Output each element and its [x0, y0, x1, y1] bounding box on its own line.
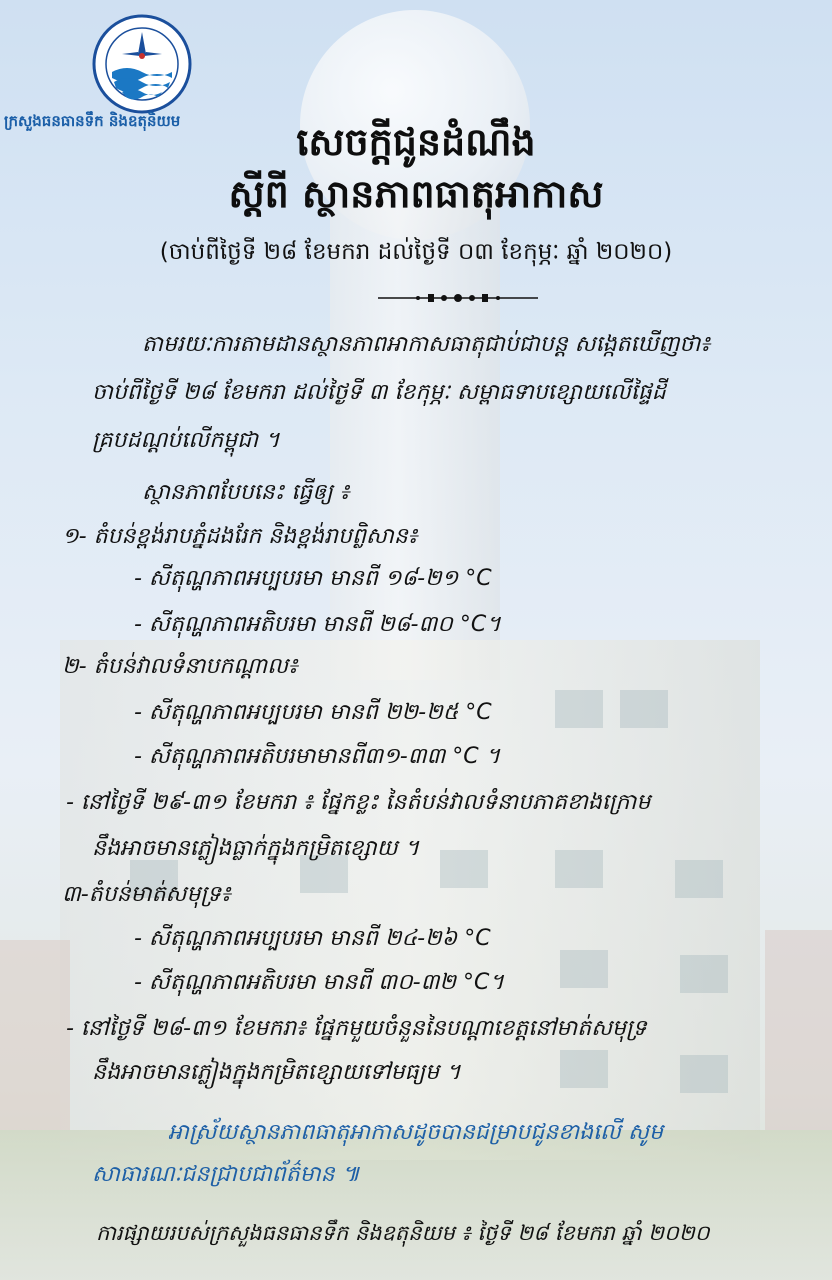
region-3-min-temp: - សីតុណ្ហភាពអប្បបរមា មានពី ២៤-២៦ °C: [134, 926, 491, 951]
intro-line-2: ចាប់ពីថ្ងៃទី ២៨ ខែមករា ដល់ថ្ងៃទី ៣ ខែកុម្ភៈ សម្ពាធទាបខ្សោយលើផ្ទៃដី: [92, 380, 666, 405]
region-2-max-temp: - សីតុណ្ហភាពអតិបរមាមានពី៣១-៣៣ °C ។: [134, 744, 501, 769]
notice-period: (ចាប់ពីថ្ងៃទី ២៨ ខែមករា ដល់ថ្ងៃទី ០៣ ខែកុម្ភៈ ឆ្នាំ ២០២០): [159, 239, 673, 265]
region-3-rain-note-cont: នឹងអាចមានភ្លៀងក្នុងកម្រិតខ្សោយទៅមធ្យម ។: [92, 1060, 461, 1085]
region-2-rain-note-cont: នឹងអាចមានភ្លៀងធ្លាក់ក្នុងកម្រិតខ្សោយ ។: [92, 836, 420, 861]
ornamental-divider-icon: [378, 290, 538, 306]
region-2-rain-note: - នៅថ្ងៃទី ២៩-៣១ ខែមករា ៖ ផ្នែកខ្លះ នៃតំបន់វាលទំនាបភាគខាងក្រោម: [66, 790, 651, 815]
region-1-min-temp: - សីតុណ្ហភាពអប្បបរមា មានពី ១៨-២១ °C: [134, 566, 492, 591]
intro-line-3: គ្របដណ្តប់លើកម្ពុជា ។: [92, 428, 280, 453]
ministry-name: ក្រសួងធនធានទឹក និងឧតុនិយម: [4, 112, 181, 130]
closing-line-1: អាស្រ័យស្ថានភាពធាតុអាកាសដូចបានជម្រាបជូនខាងលើ សូម: [168, 1120, 663, 1145]
publication-footer: ការផ្សាយរបស់ក្រសួងធនធានទឹក និងឧតុនិយម ៖ ថ្ងៃទី ២៨ ខែមករា ឆ្នាំ ២០២០: [96, 1221, 710, 1245]
region-1-heading: ១- តំបន់ខ្ពង់រាបភ្នំដងរែក និងខ្ពង់រាបព្លិសាន៖: [62, 524, 418, 549]
region-2-heading: ២- តំបន់វាលទំនាបកណ្តាល៖: [62, 654, 298, 679]
ministry-logo-icon: [92, 14, 192, 114]
region-3-heading: ៣-តំបន់មាត់សមុទ្រ៖: [62, 882, 231, 907]
region-3-max-temp: - សីតុណ្ហភាពអតិបរមា មានពី ៣០-៣២ °C។: [134, 970, 504, 995]
situation-label: ស្ថានភាពបែបនេះ ធ្វើឲ្យ ៖: [142, 480, 350, 505]
region-3-rain-note: - នៅថ្ងៃទី ២៨-៣១ ខែមករា៖ ផ្នែកមួយចំនួននៃបណ្តាខេត្តនៅមាត់សមុទ្រ: [66, 1016, 647, 1041]
region-1-max-temp: - សីតុណ្ហភាពអតិបរមា មានពី ២៨-៣០ °C។: [134, 612, 501, 637]
closing-line-2: សាធារណៈជនជ្រាបជាព័ត៌មាន ៕: [92, 1162, 360, 1187]
notice-title: សេចក្តីជូនដំណឹង: [296, 120, 536, 164]
intro-line-1: តាមរយៈការតាមដានស្ថានភាពអាកាសធាតុជាប់ជាបន្ត សង្កេតឃើញថា៖: [142, 332, 711, 357]
notice-subject: ស្តីពី ស្ថានភាពធាតុអាកាស: [228, 172, 604, 216]
region-2-min-temp: - សីតុណ្ហភាពអប្បបរមា មានពី ២២-២៥ °C: [134, 700, 492, 725]
